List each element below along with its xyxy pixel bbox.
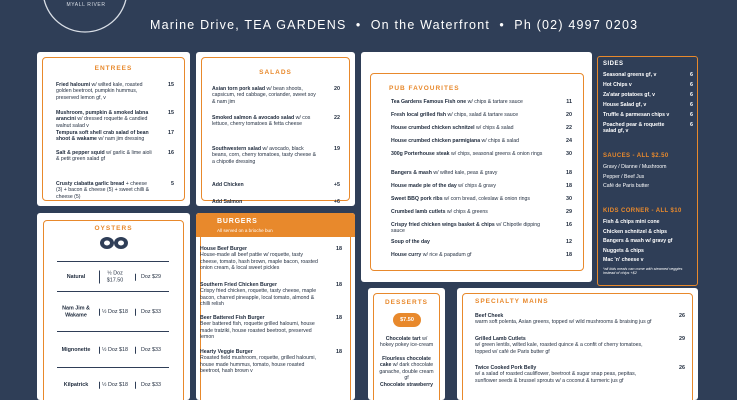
menu-item-text (56, 181, 174, 200)
menu-item-desc: w/ bean shoots, capsicum, red cabbage, coriander, sweet soy & nam jim (212, 86, 316, 105)
menu-item-price: 18 (336, 246, 342, 252)
oyster-icon (99, 236, 129, 250)
sides-item-name: Poached pear & roquette salad gf, v (603, 122, 665, 135)
menu-item-desc: w/ wilted kale, peas & gravy (431, 170, 498, 176)
oyster-row (57, 291, 169, 332)
menu-item-desc: w/ chips & tartare sauce (466, 99, 523, 105)
menu-item-price: 30 (566, 151, 572, 157)
menu-item-price: 18 (566, 170, 572, 176)
menu-item-desc: w/ chips & gravy (456, 183, 496, 189)
menu-item-name: House crumbed chicken parmigiana (391, 138, 481, 144)
pub-title: PUB FAVOURITES (389, 85, 460, 92)
menu-item-desc: w/ chips, seasonal greens & onion rings (449, 151, 543, 157)
menu-item-price: 18 (336, 349, 342, 355)
kids-item: Nuggets & chips (603, 247, 644, 254)
menu-item-text (200, 315, 342, 340)
menu-item-desc: Roasted field mushroom, roquette, grilled haloumi, house made hummus, tomato, house roasted beetroot, hash brown v (200, 355, 316, 374)
menu-item (391, 112, 572, 118)
oyster-name: Natural (66, 273, 86, 280)
kids-note: *all kids meals can come with steamed veggies instead of chips +$2 (603, 267, 683, 276)
menu-item-name: Hearty Veggie Burger (200, 349, 253, 355)
menu-item-name: Asian torn pork salad (212, 86, 266, 92)
sides-item-name: Za'atar potatoes gf, v (603, 92, 655, 98)
menu-item-price: 22 (566, 125, 572, 131)
menu-item-text (391, 239, 572, 245)
menu-item-desc: w/ dressed roquette & candied walnut salad v (56, 116, 148, 129)
sides-item (603, 102, 693, 108)
menu-item-price: 19 (334, 146, 340, 152)
menu-item-desc: w/ nam jim dressing (96, 136, 145, 143)
menu-item-name: Flourless chocolate cake (379, 356, 431, 369)
logo-text: MYALL RIVER (66, 2, 106, 8)
menu-item-desc: w/ dark chocolate ganache, double cream gf (379, 362, 434, 381)
menu-item (56, 110, 174, 129)
menu-item-name: Bangers & mash (391, 170, 432, 176)
entrees-title: ENTREES (94, 65, 133, 72)
menu-item-desc: w/ a salad of roasted cauliflower, beetroot & sugar snap peas, pepitas, sunflower seeds & brussel sprouts w/ a coconut & turmeric jus gf (475, 371, 637, 384)
menu-item-text (212, 199, 340, 205)
sides-item (603, 82, 693, 88)
sides-item-price: 6 (690, 82, 693, 88)
sides-item-name: House Salad gf, v (603, 102, 647, 108)
menu-item-text (56, 110, 174, 129)
menu-item-price: 20 (566, 112, 572, 118)
sauce-item: Pepper / Beef Jus (603, 173, 645, 180)
menu-item-price: 16 (168, 150, 174, 156)
menu-item-name: Mushroom, pumpkin & smoked labna arancini (56, 110, 149, 123)
menu-item-price: 15 (168, 82, 174, 88)
menu-item-name: House Beef Burger (200, 246, 247, 252)
menu-item-name: Salt & pepper squid (56, 150, 105, 156)
menu-item-price: 18 (566, 252, 572, 258)
menu-item (475, 365, 685, 384)
oyster-row (57, 367, 169, 400)
menu-item-name: Beer Battered Fish Burger (200, 315, 265, 321)
menu-item-name: Crumbed lamb cutlets (391, 209, 446, 215)
menu-item-price: 18 (336, 315, 342, 321)
menu-item-desc: w/ chips & greens (445, 209, 488, 215)
oyster-half-price: ½ Doz $18 (99, 347, 130, 354)
pub-card (361, 52, 592, 282)
menu-item (475, 336, 685, 355)
menu-item-desc: House-made all beef pattie w/ roquette, tasty cheese, tomato, hash brown, maple bacon, roasted onion cream, & local sweet pickles (200, 252, 318, 271)
menu-item-desc: w/ chips & salad (480, 138, 520, 144)
kids-item: Fish & chips mini cone (603, 219, 660, 225)
menu-item-desc: w/ avocado, black beans, corn, cherry tomatoes, tasty cheese & a chipotle dressing (212, 146, 317, 165)
menu-item-price: 29 (566, 209, 572, 215)
sides-item-price: 6 (690, 122, 693, 128)
menu-item (391, 125, 572, 131)
oyster-name: Nam Jim & Wakame (62, 305, 90, 318)
menu-item-price: 22 (334, 115, 340, 121)
oyster-dozen-price: Doz $33 (135, 347, 166, 354)
kids-item: Mac 'n' cheese v (603, 257, 644, 263)
menu-item-text (212, 86, 340, 105)
menu-item-desc: w/ cos lettuce, cherry tomatoes & fetta cheese (212, 115, 311, 128)
menu-item-text (212, 146, 340, 165)
menu-item-text (379, 356, 434, 381)
menu-item (391, 170, 572, 176)
menu-item-price: 16 (566, 222, 572, 228)
menu-item (200, 246, 342, 271)
menu-item (391, 99, 572, 105)
menu-item-text (200, 246, 342, 271)
burgers-subtitle: All served on a brioche bun (217, 228, 273, 233)
menu-item-desc: w/ Chipotle dipping sauce (391, 222, 541, 235)
menu-item-price: 12 (566, 239, 572, 245)
menu-item (200, 282, 342, 307)
menu-item (391, 138, 572, 144)
sides-title: SIDES (603, 61, 624, 67)
menu-item (56, 130, 174, 143)
sides-panel (597, 56, 698, 286)
menu-item-text (56, 82, 174, 101)
oyster-half-price: ½ Doz $18 (99, 309, 130, 316)
menu-item-text (391, 170, 572, 176)
menu-item-price: 17 (168, 130, 174, 136)
menu-item-text (212, 182, 340, 188)
menu-item (391, 196, 572, 202)
menu-item (56, 82, 174, 101)
burgers-card (196, 213, 355, 400)
menu-item-desc: Crispy fried chicken, roquette, tasty cheese, maple bacon, charred pineapple, local tomato, almond & chilli relish (200, 288, 317, 307)
menu-item (56, 181, 174, 200)
menu-item-desc: w/ green lentils, wilted kale, roasted quince & a confit of cherry tomatoes, topped w/ café de Paris butter gf (475, 342, 643, 355)
salads-card (196, 52, 355, 206)
kids-title: KIDS CORNER - ALL $10 (603, 208, 682, 214)
menu-item (391, 252, 572, 258)
sides-item-name: Truffle & parmesan chips v (603, 112, 670, 118)
menu-item-desc: warm soft polenta, Asian greens, topped w/ wild mushrooms & braising jus gf (475, 319, 652, 326)
oysters-card (37, 213, 190, 400)
menu-item-name: Sweet BBQ pork ribs (391, 196, 443, 202)
menu-item-price: 29 (679, 336, 685, 342)
sides-item (603, 112, 693, 118)
menu-item-name: Add Chicken (212, 182, 244, 188)
menu-item-text (391, 112, 572, 118)
menu-item-text (379, 336, 434, 349)
menu-item (391, 222, 572, 235)
menu-item-price: 18 (566, 183, 572, 189)
sides-item (603, 122, 693, 135)
menu-item (379, 336, 434, 349)
menu-item-price: 26 (679, 365, 685, 371)
menu-item-text (475, 365, 685, 384)
menu-item-name: Tempura soft shell crab salad of bean shoot & wakame (56, 130, 149, 143)
menu-item-text (391, 138, 572, 144)
sides-item-price: 6 (690, 102, 693, 108)
menu-item-name: Southwestern salad (212, 146, 262, 152)
menu-item-text (391, 222, 572, 235)
menu-item-price: 30 (566, 196, 572, 202)
sides-item-price: 6 (690, 92, 693, 98)
menu-item-name: Soup of the day (391, 239, 430, 245)
menu-item-name: Crispy fried chicken wings basket & chips (391, 222, 495, 228)
menu-item (212, 182, 340, 188)
oyster-half-price: ½ Doz $17.50 (99, 271, 130, 284)
oysters-title: OYSTERS (94, 225, 133, 232)
menu-item (56, 150, 174, 163)
sides-item (603, 92, 693, 98)
specialty-card (457, 288, 698, 400)
menu-item-text (56, 130, 174, 143)
menu-item-name: Smoked salmon & avocado salad (212, 115, 295, 121)
menu-item-name: Beef Cheek (475, 313, 504, 319)
menu-item-text (391, 151, 572, 157)
menu-item-price: +6 (333, 199, 340, 205)
menu-item-text (391, 99, 572, 105)
menu-item (379, 382, 434, 388)
menu-item-text (391, 252, 572, 258)
menu-item-name: Add Salmon (212, 199, 243, 205)
menu-item-price: 5 (171, 181, 174, 187)
menu-item-price: 11 (566, 99, 572, 105)
sauce-item: Café de Paris butter (603, 183, 650, 189)
desserts-price-badge: $7.50 (393, 313, 421, 327)
menu-item-desc: Beer battered fish, roquette grilled haloumi, house made tratziki, house roasted beetroot, preserved lemon (200, 321, 315, 340)
menu-item-name: House curry (391, 252, 422, 258)
oyster-name: Kilpatrick (63, 381, 89, 388)
burgers-title: BURGERS (217, 218, 258, 225)
oyster-dozen-price: Doz $33 (135, 309, 166, 316)
menu-item-desc: w/ chips & salad (474, 125, 514, 131)
oyster-half-price: ½ Doz $18 (99, 382, 130, 389)
sauces-title: SAUCES - ALL $2.50 (603, 153, 669, 159)
sauce-item: Gravy / Dianne / Mushroom (603, 164, 667, 170)
menu-item-text (391, 125, 572, 131)
menu-item-desc: w/ rice & papadum gf (421, 252, 472, 258)
menu-item-name: Southern Fried Chicken Burger (200, 282, 277, 288)
menu-item-name: Chocolate strawberry (379, 382, 434, 388)
menu-item-name: Chocolate tart (385, 336, 421, 342)
menu-item-text (475, 313, 685, 326)
kids-item: Chicken schnitzel & chips (603, 228, 667, 235)
menu-item-text (56, 150, 174, 163)
menu-item-desc: w/ hokey pokey ice-cream (379, 336, 434, 349)
kids-item: Bangers & mash w/ gravy gf (603, 238, 673, 244)
menu-item-text (212, 115, 340, 128)
menu-item-name: Fried haloumi (56, 82, 91, 88)
menu-item-desc: w/ wilted kale, roasted golden beetroot, pumpkin hummus, preserved lemon gf, v (56, 82, 143, 101)
menu-item-price: 24 (566, 138, 572, 144)
menu-item-text (391, 196, 572, 202)
menu-item-name: Tea Gardens Famous Fish one (391, 99, 467, 105)
menu-item (200, 315, 342, 340)
desserts-card (368, 288, 445, 400)
menu-item-price: 18 (336, 282, 342, 288)
sides-item-price: 6 (690, 112, 693, 118)
menu-item-name: Grilled Lamb Cutlets (475, 336, 526, 342)
sides-item-name: Hot Chips v (603, 82, 632, 88)
menu-item (212, 115, 340, 128)
menu-item-desc: + cheese (3) + bacon & cheese (5) + sweet chilli & cheese (5) (56, 181, 150, 200)
entrees-card (37, 52, 190, 206)
oyster-dozen-price: Doz $33 (135, 382, 166, 389)
menu-item-price: +5 (333, 182, 340, 188)
menu-item-text (475, 336, 685, 355)
specialty-title: SPECIALTY MAINS (475, 298, 549, 305)
menu-item (391, 209, 572, 215)
menu-item-name: Twice Cooked Pork Belly (475, 365, 537, 371)
menu-item-name: Fresh local grilled fish (391, 112, 447, 118)
header-tagline: Marine Drive, TEA GARDENS • On the Waterfront • Ph (02) 4997 0203 (150, 18, 639, 32)
menu-item-text (200, 282, 342, 307)
menu-item (475, 313, 685, 326)
desserts-title: DESSERTS (384, 299, 429, 306)
oyster-dozen-price: Doz $29 (135, 274, 166, 281)
sides-item-price: 6 (690, 72, 693, 78)
menu-item (212, 86, 340, 105)
menu-item (212, 199, 340, 205)
menu-item (391, 239, 572, 245)
oyster-name: Mignonette (61, 346, 91, 353)
menu-item-desc: w/ chips, salad & tartare sauce (446, 112, 519, 118)
sides-item (603, 72, 693, 78)
menu-item-desc: w/ corn bread, coleslaw & onion rings (442, 196, 530, 202)
menu-item (391, 183, 572, 189)
menu-item-name: House crumbed chicken schnitzel (391, 125, 475, 131)
menu-item-price: 20 (334, 86, 340, 92)
salads-title: SALADS (259, 69, 292, 76)
menu-item-name: 300g Porterhouse steak (391, 151, 450, 157)
burgers-header (196, 213, 355, 237)
menu-item-desc: w/ garlic & lime aioli & petit green salad gf (56, 150, 152, 163)
menu-item-name: Crusty ciabatta garlic bread (56, 181, 125, 187)
menu-item (212, 146, 340, 165)
menu-item-price: 26 (679, 313, 685, 319)
menu-item (200, 349, 342, 374)
menu-item-price: 15 (168, 110, 174, 116)
menu-item-text (200, 349, 342, 374)
oyster-row (57, 261, 169, 292)
menu-item-text (391, 183, 572, 189)
logo (40, 0, 130, 38)
menu-item-text (379, 382, 434, 388)
menu-item (391, 151, 572, 157)
oyster-row (57, 331, 169, 368)
menu-item (379, 356, 434, 381)
menu-item-name: House made pie of the day (391, 183, 457, 189)
menu-item-text (391, 209, 572, 215)
sides-item-name: Seasonal greens gf, v (603, 72, 657, 78)
